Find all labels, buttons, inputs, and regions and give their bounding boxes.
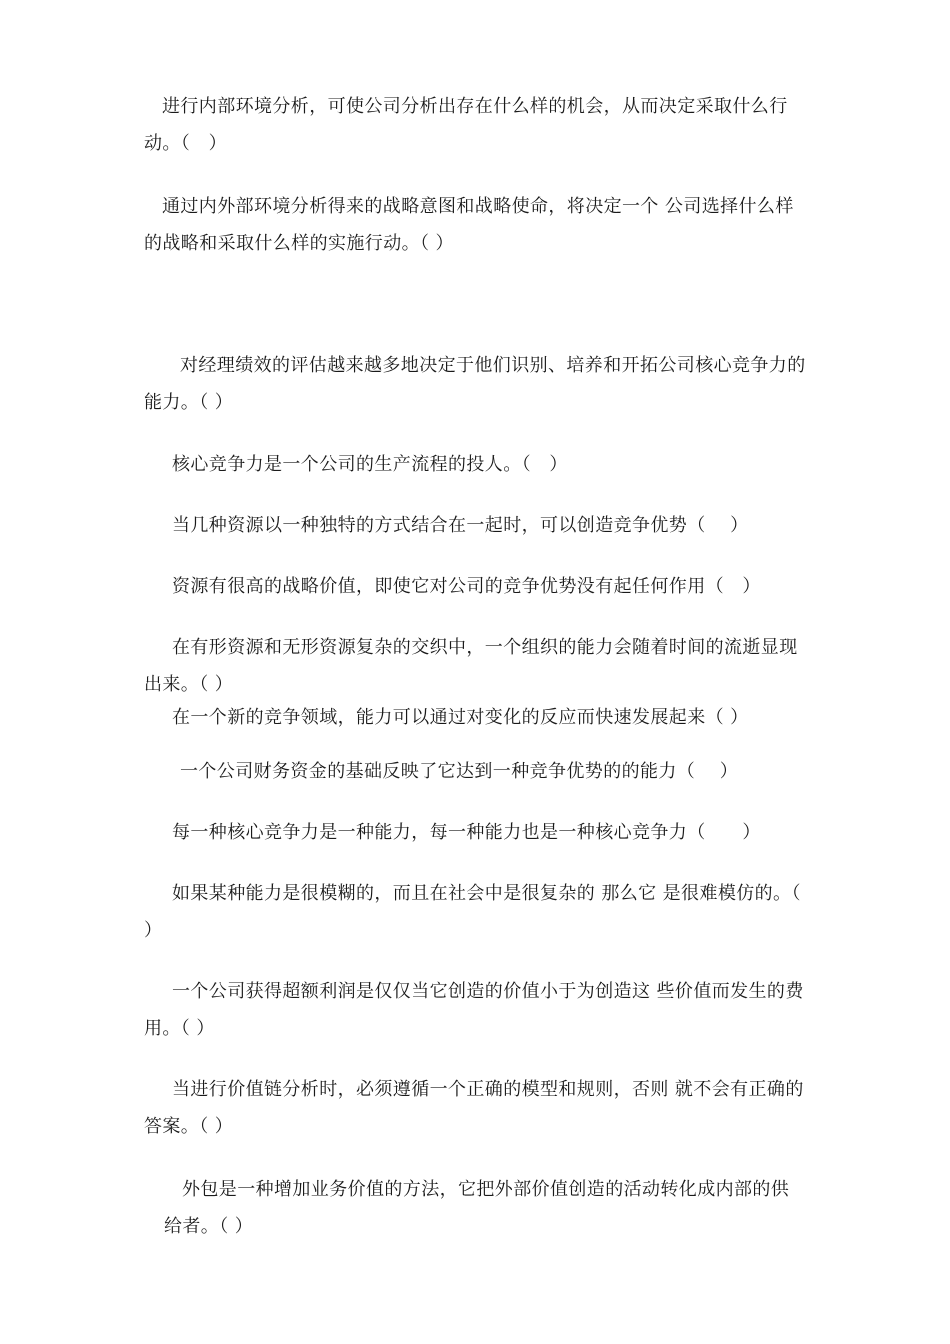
statement-12: 一个公司获得超额利润是仅仅当它创造的价值小于为创造这 些价值而发生的费用。（ ） <box>144 981 804 1039</box>
statement-2: 通过内外部环境分析得来的战略意图和战略使命，将决定一个 公司选择什么样的战略和采取什么样的实施行动。（ ） <box>144 196 794 254</box>
statement-1: 进行内部环境分析，可使公司分析出存在什么样的机会，从而决定采取什么行动。（ ） <box>144 96 788 154</box>
statement-3: 对经理绩效的评估越来越多地决定于他们识别、培养和开拓公司核心竞争力的能力。（ ） <box>144 355 806 413</box>
statement-11: 如果某种能力是很模糊的，而且在社会中是很复杂的 那么它 是很难模仿的。（ ） <box>144 883 801 941</box>
statement-6: 资源有很高的战略价值，即使它对公司的竞争优势没有起任何作用（ ） <box>172 576 761 597</box>
statement-5: 当几种资源以一种独特的方式结合在一起时，可以创造竞争优势（ ） <box>172 515 749 536</box>
statement-8: 在一个新的竞争领域，能力可以通过对变化的反应而快速发展起来（ ） <box>172 707 749 728</box>
statement-13: 当进行价值链分析时，必须遵循一个正确的模型和规则，否则 就不会有正确的答案。（ ） <box>144 1079 804 1137</box>
statement-10: 每一种核心竞争力是一种能力，每一种能力也是一种核心竞争力（ ） <box>172 822 761 843</box>
statement-14: 外包是一种增加业务价值的方法，它把外部价值创造的活动转化成内部的供给者。（ ） <box>164 1179 790 1237</box>
statement-4: 核心竞争力是一个公司的生产流程的投人。（ ） <box>172 454 568 475</box>
statement-7: 在有形资源和无形资源复杂的交织中，一个组织的能力会随着时间的流逝显现出来。（ ） <box>144 637 798 695</box>
statement-9: 一个公司财务资金的基础反映了它达到一种竞争优势的的能力（ ） <box>180 761 739 782</box>
